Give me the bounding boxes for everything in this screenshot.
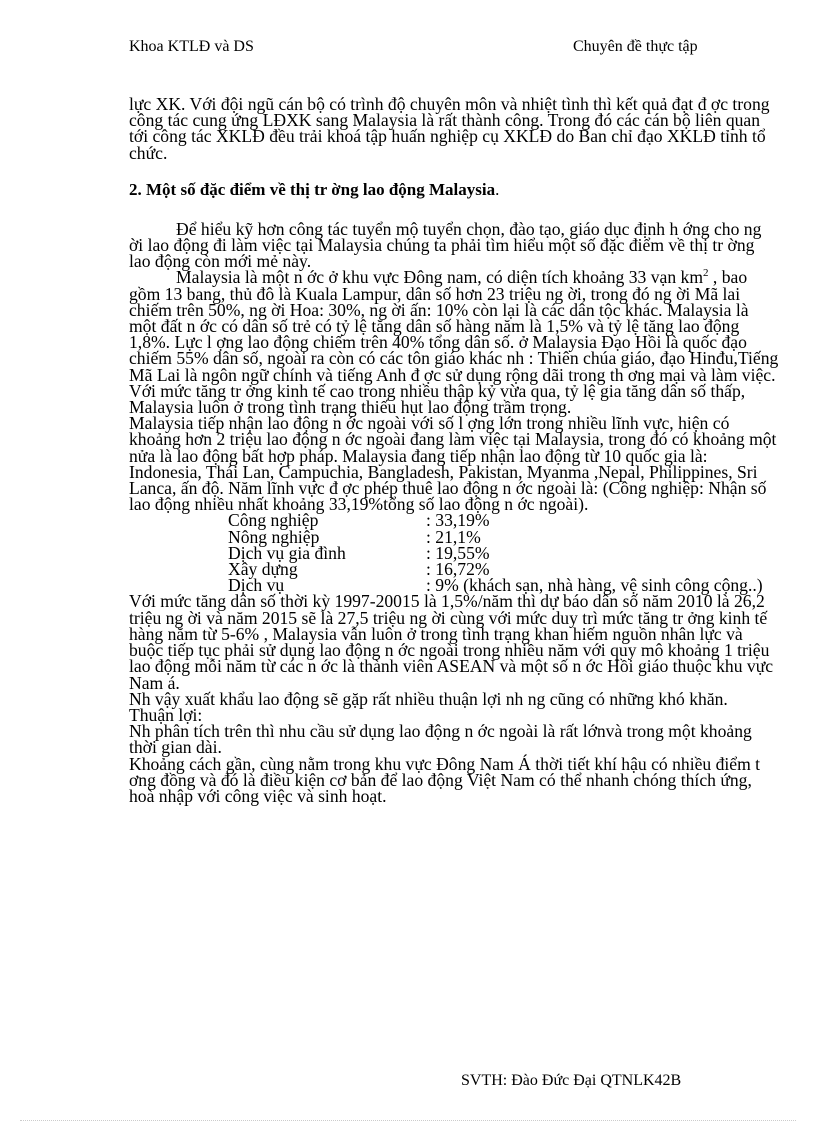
document-body — [129, 96, 779, 804]
paragraph-4: Malaysia tiếp nhận lao động n ớc ngoài với số l ợng lớn trong nhiều lĩnh vực, hiện có khoảng hơn 2 triệu lao động n ớc ngoài đang làm việc tại Malaysia, trong đó có khoảng một nửa là lao động bất hợp pháp. Malaysia đang tiếp nhận lao động từ 10 quốc gia là: Indonesia, Thái Lan, Campuchia, Bangladesh, Pakistan, Myanma ,Nepal, Philippines, Sri Lanca, ấn độ. Năm lĩnh vực đ ợc phép thuê lao động n ớc ngoài là: (Công nghiệp: Nhận số lao động nhiều nhất khoảng 33,19%tổng số lao động n ớc ngoài). — [129, 413, 777, 515]
paragraph-6: Nh vậy xuất khẩu lao động sẽ gặp rất nhiều thuận lợi nh ng cũng có những khó khăn. — [129, 688, 728, 709]
paragraph-2 — [129, 267, 779, 385]
paragraph-intro: lực XK. Với đội ngũ cán bộ có trình độ chuyên môn và nhiệt tình thì kết quả đạt đ ợc trong công tác cung ứng LĐXK sang Malaysia là rất thành công. Trong đó các cán bộ liên quan tới công tác XKLĐ đều trải khoá tập huấn nghiệp cụ XKLĐ do Ban chỉ đạo XKLĐ tỉnh tổ chức. — [129, 94, 770, 163]
sector-value: : 16,72% — [426, 559, 490, 580]
sector-name: Dịch vụ — [228, 575, 285, 596]
page-bottom-divider — [20, 1120, 796, 1121]
header-department: Khoa KTLĐ và DS — [129, 38, 254, 55]
superscript-2: 2 — [703, 267, 709, 280]
paragraph-9: Khoảng cách gần, cùng nằm trong khu vực Đông Nam Á thời tiết khí hậu có nhiều điểm t ơng đồng và đó là điều kiện cơ bản để lao động Việt Nam có thể nhanh chóng thích ứng, hoà nhập với công việc và sinh hoạt. — [129, 753, 761, 806]
sector-name: Công nghiệp — [228, 510, 319, 531]
paragraph-8: Nh phân tích trên thì nhu cầu sử dụng lao động n ớc ngoài là rất lớnvà trong một khoảng thời gian dài. — [129, 721, 752, 758]
paragraph-1: Để hiểu kỹ hơn công tác tuyển mộ tuyển chọn, đào tạo, giáo dục định h ớng cho ng ời lao động đi làm việc tại Malaysia chúng ta phải tìm hiểu một số đặc điểm về thị tr ờng lao động còn mới mẻ này. — [129, 218, 762, 272]
section-heading — [129, 181, 779, 199]
sector-row — [228, 545, 771, 561]
paragraph-7: Thuận lợi: — [129, 704, 203, 725]
paragraph-5: Với mức tăng dân số thời kỳ 1997-20015 là 1,5%/năm thì dự báo dân số năm 2010 là 26,2 triệu ng ời và năm 2015 sẽ là 27,5 triệu ng ời cùng với mức duy trì mức tăng tr ởng kinh tế hàng năm từ 5-6% , Malaysia vẫn luôn ở trong tình trạng khan hiếm nguồn nhân lực và buộc tiếp tục phải sử dụng lao động n ớc ngoài trong nhiều năm với quy mô khoảng 1 triệu lao động mỗi năm từ các n ớc là thành viên ASEAN và một số n ớc Hồi giáo thuộc khu vực Nam á. — [129, 591, 774, 693]
sector-table — [228, 510, 771, 596]
sector-value: : 21,1% — [426, 526, 481, 547]
sector-name: Nông nghiệp — [228, 526, 320, 547]
footer-student: SVTH: Đào Đức Đại QTNLK42B — [461, 1072, 682, 1089]
paragraph-2-part-b: , bao gồm 13 bang, thủ đô là Kuala Lampur, dân số hơn 23 triệu ng ời, trong đó ng ời Mã lai chiếm trên 50%, ng ời Hoa: 30%, ng ời ấn: 10% còn lại là các dân tộc khác. Malaysia là một đất n ớc có dân số trẻ có tỷ lệ tăng dân số hàng năm là 1,5% và tỷ lệ tăng lao động 1,8%. Lực l ợng lao động chiếm trên 40% tổng dân số. ở Malaysia Đạo Hồi là quốc đạo chiếm 55% dân số, ngoài ra còn có các tôn giáo khác nh : Thiên chúa giáo, đạo Hinđu,Tiếng Mã Lai là ngôn ngữ chính và tiếng Anh đ ợc sử dụng rộng dãi trong th ơng mại và làm việc. — [129, 267, 779, 385]
section-heading-dot: . — [495, 179, 500, 199]
sector-value: : 19,55% — [426, 542, 490, 563]
sector-value: : 9% (khách sạn, nhà hàng, vệ sinh công cộng..) — [426, 575, 763, 596]
sector-name: Xây dựng — [228, 559, 298, 580]
paragraph-3: Với mức tăng tr ởng kinh tế cao trong nhiều thập kỷ vừa qua, tỷ lệ gia tăng dân số thấp, Malaysia luôn ở trong tình trạng thiếu hụt lao động trầm trọng. — [129, 380, 746, 418]
section-heading-text: 2. Một số đặc điểm về thị tr ờng lao động Malaysia — [129, 179, 496, 199]
header-title: Chuyên đề thực tập — [573, 38, 698, 55]
sector-name: Dịch vụ gia đình — [228, 542, 346, 563]
paragraph-2-part-a: Malaysia là một n ớc ở khu vực Đông nam, có diện tích khoảng 33 vạn km — [176, 267, 704, 288]
sector-value: : 33,19% — [426, 510, 490, 531]
